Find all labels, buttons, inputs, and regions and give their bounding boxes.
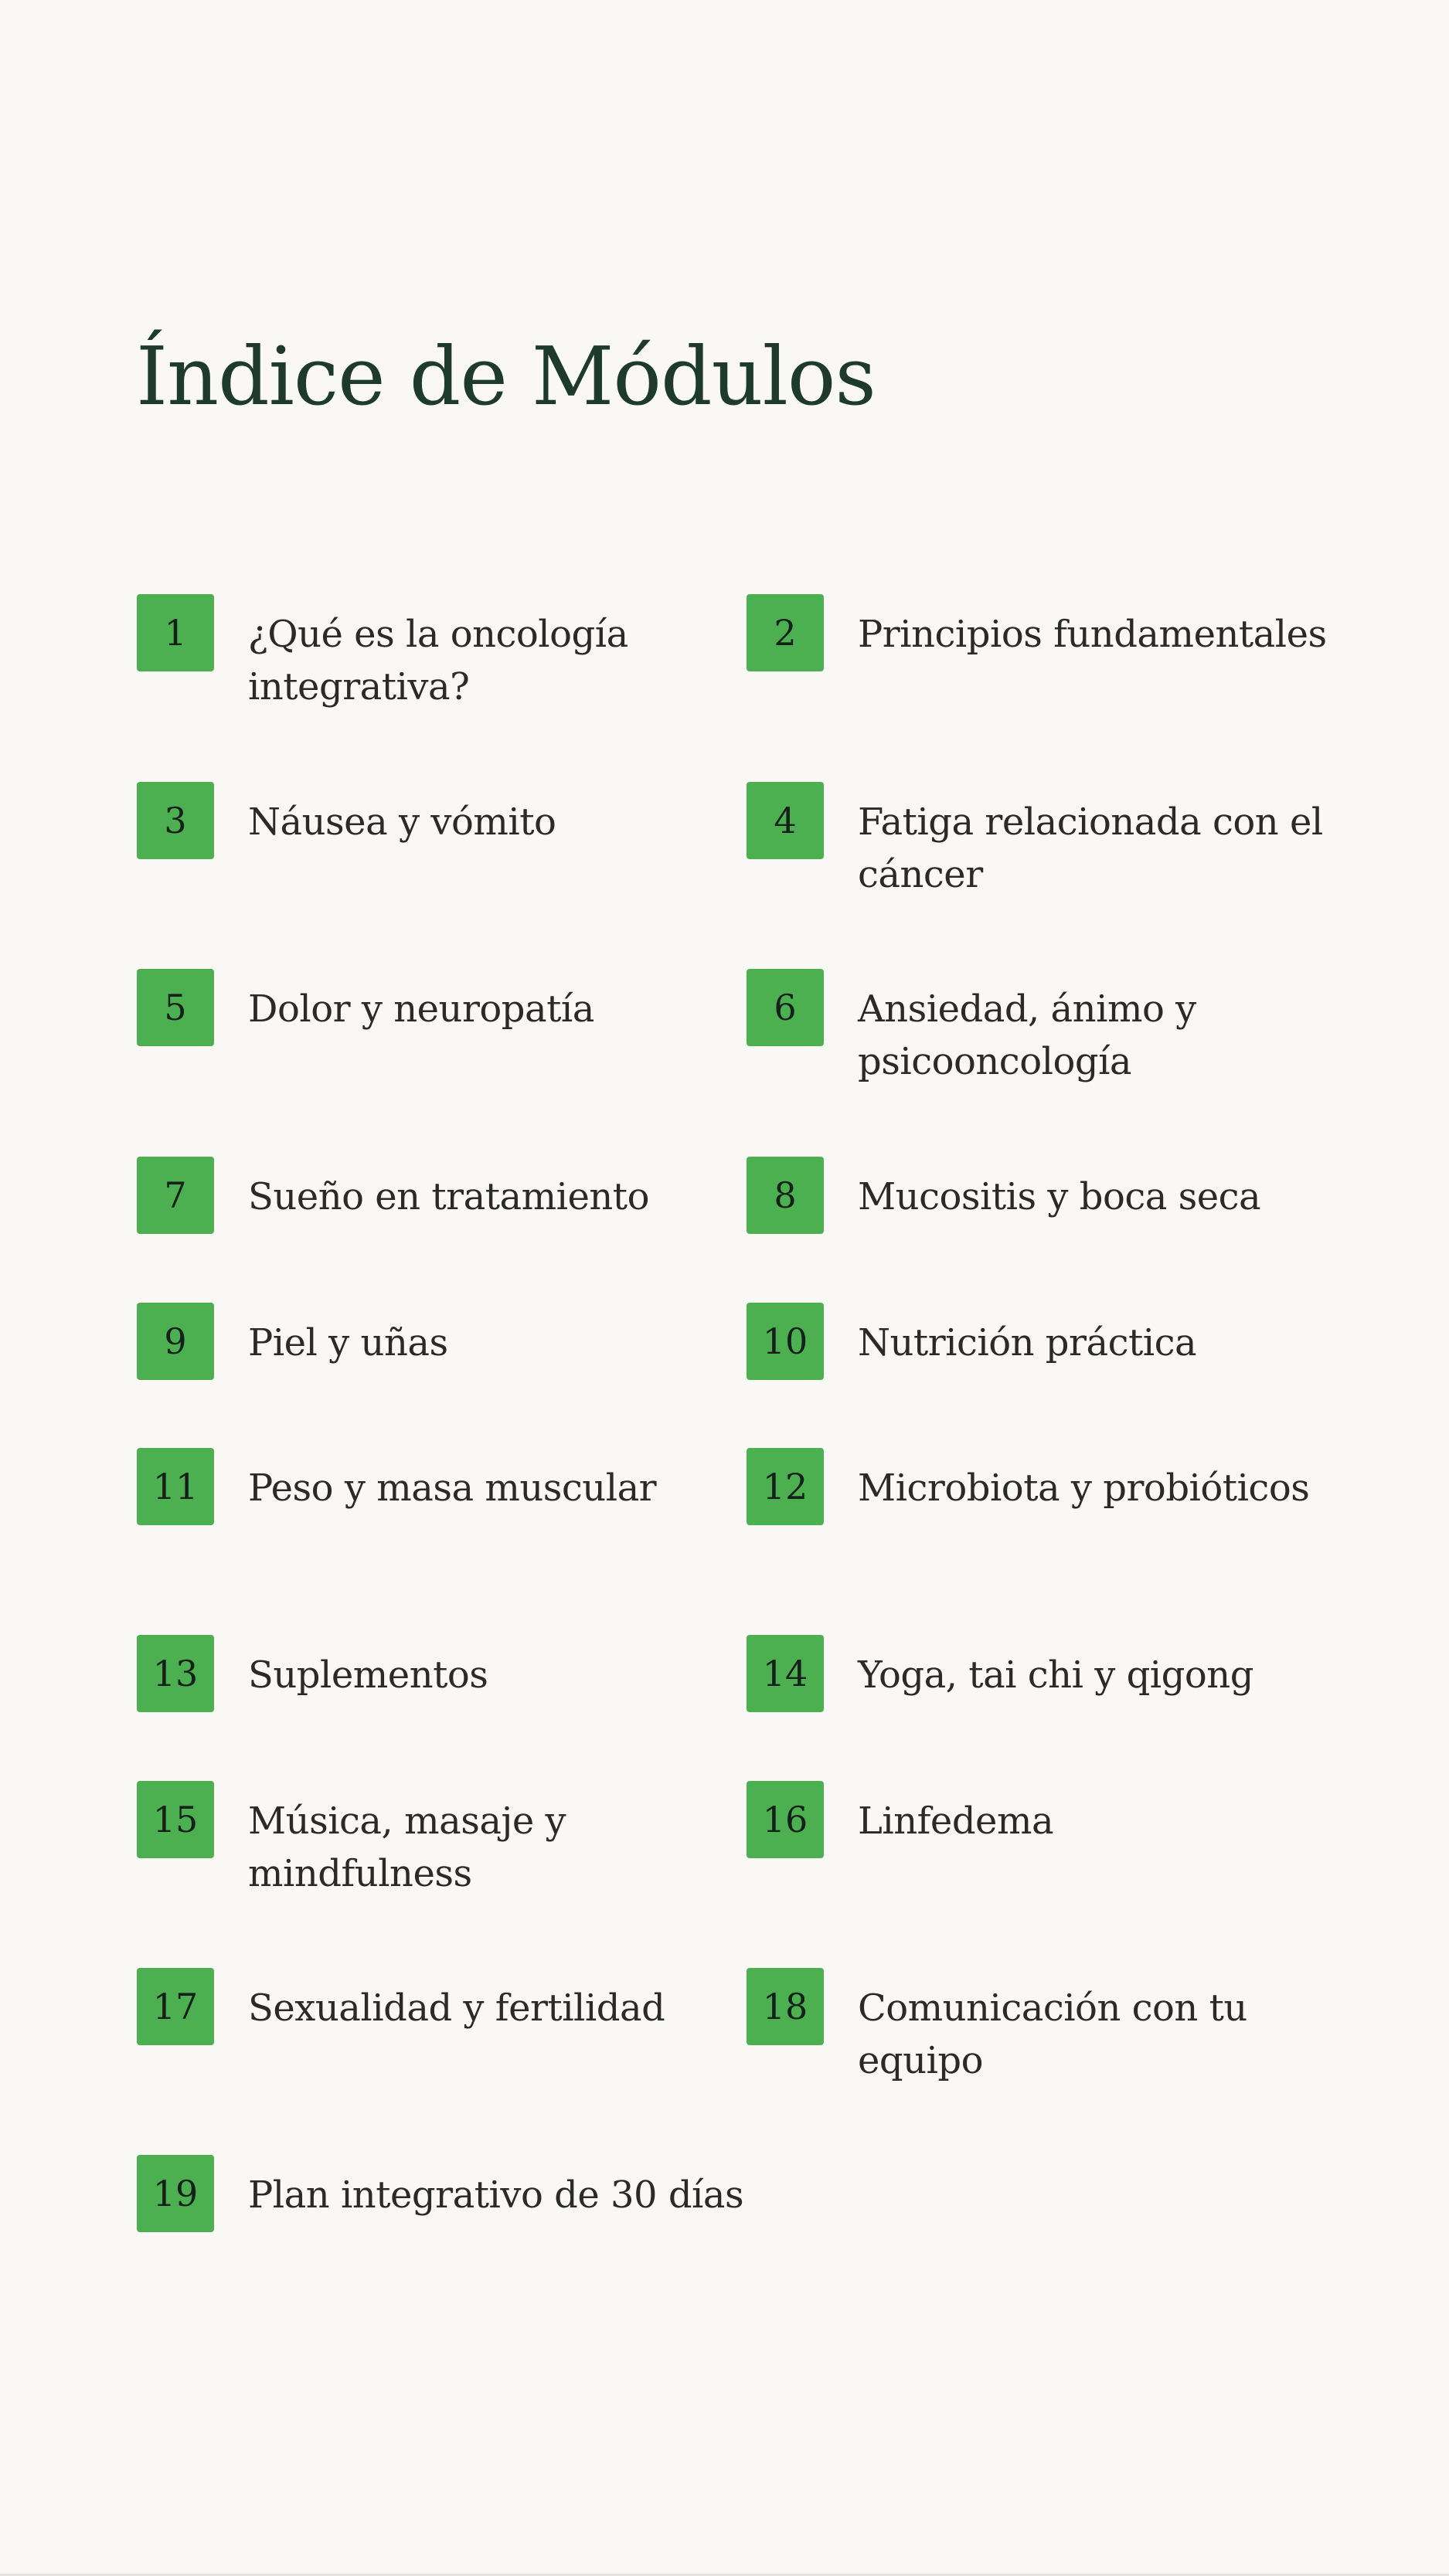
module-title: Música, masaje y mindfulness [248,1799,566,1895]
module-number-badge: 4 [747,782,824,859]
module-number-badge: 10 [747,1303,824,1380]
module-number-badge: 14 [747,1635,824,1712]
module-title: Yoga, tai chi y qigong [858,1653,1253,1697]
module-title: Fatiga relacionada con el cáncer [858,800,1323,896]
module-title: Sueño en tratamiento [248,1175,649,1218]
module-number-badge: 13 [137,1635,214,1712]
module-title: Plan integrativo de 30 días [248,2173,744,2217]
module-number-badge: 2 [747,594,824,671]
module-title: Ansiedad, ánimo y psicooncología [858,987,1196,1083]
module-number-badge: 17 [137,1968,214,2045]
module-number-badge: 6 [747,969,824,1046]
module-title: Microbiota y probióticos [858,1466,1310,1510]
module-title: Principios fundamentales [858,613,1327,656]
module-number-badge: 18 [747,1968,824,2045]
module-number-badge: 7 [137,1157,214,1234]
module-title: ¿Qué es la oncología integrativa? [248,613,628,709]
module-title: Náusea y vómito [248,800,556,844]
module-title: Comunicación con tu equipo [858,1986,1247,2082]
module-title: Mucositis y boca seca [858,1175,1261,1218]
module-number-badge: 12 [747,1448,824,1525]
module-title: Suplementos [248,1653,488,1697]
module-title: Nutrición práctica [858,1321,1197,1364]
module-title: Dolor y neuropatía [248,987,594,1031]
module-number-badge: 11 [137,1448,214,1525]
module-title: Piel y uñas [248,1321,448,1364]
module-title: Sexualidad y fertilidad [248,1986,665,2030]
page-title: Índice de Módulos [136,329,876,423]
module-number-badge: 1 [137,594,214,671]
module-number-badge: 8 [747,1157,824,1234]
module-title: Linfedema [858,1799,1054,1843]
module-number-badge: 3 [137,782,214,859]
module-number-badge: 19 [137,2155,214,2232]
module-number-badge: 15 [137,1781,214,1858]
module-number-badge: 16 [747,1781,824,1858]
module-title: Peso y masa muscular [248,1466,657,1510]
module-number-badge: 9 [137,1303,214,1380]
module-number-badge: 5 [137,969,214,1046]
